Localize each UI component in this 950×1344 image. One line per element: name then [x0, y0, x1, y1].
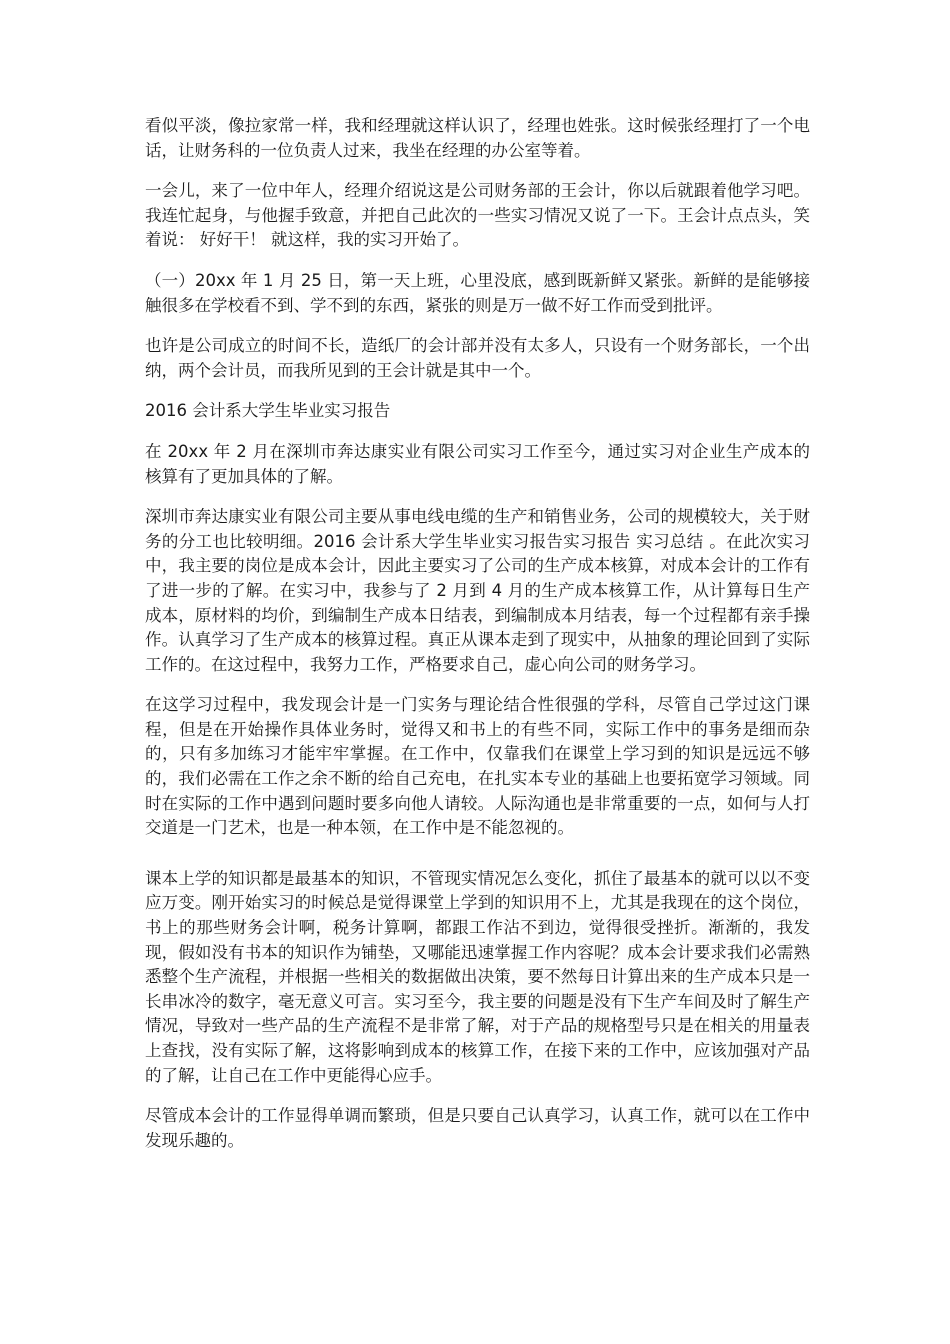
- paragraph-4: 也许是公司成立的时间不长，造纸厂的会计部并没有太多人，只设有一个财务部长，一个出纳，两个会计员，而我所见到的王会计就是其中一个。: [145, 336, 810, 380]
- paragraph-9: 尽管成本会计的工作显得单调而繁琐，但是只要自己认真学习，认真工作，就可以在工作中发现乐趣的。: [145, 1106, 810, 1150]
- paragraph-8: 课本上学的知识都是最基本的知识，不管现实情况怎么变化，抓住了最基本的就可以以不变应万变。刚开始实习的时候总是觉得课堂上学到的知识用不上，尤其是我现在的这个岗位，书上的那些财务会计啊，税务计算啊，都跟工作沾不到边，觉得很受挫折。渐渐的，我发现，假如没有书本的知识作为铺垫，又哪能迅速掌握工作内容呢？成本会计要求我们必需熟悉整个生产流程，并根据一些相关的数据做出决策，要不然每日计算出来的生产成本只是一长串冰冷的数字，毫无意义可言。实习至今，我主要的问题是没有下生产车间及时了解生产情况，导致对一些产品的生产流程不是非常了解，对于产品的规格型号只是在相关的用量表上查找，没有实际了解，这将影响到成本的核算工作，在接下来的工作中，应该加强对产品的了解，让自己在工作中更能得心应手。: [145, 868, 810, 1085]
- paragraph-2: 一会儿，来了一位中年人，经理介绍说这是公司财务部的王会计，你以后就跟着他学习吧。我连忙起身，与他握手致意，并把自己此次的一些实习情况又说了一下。王会计点点头，笑着说： 好好干！ 就这样，我的实习开始了。: [145, 181, 810, 250]
- paragraph-3: （一）20xx 年 1 月 25 日，第一天上班，心里没底，感到既新鲜又紧张。新鲜的是能够接触很多在学校看不到、学不到的东西，紧张的则是万一做不好工作而受到批评。: [145, 270, 810, 315]
- paragraph-7: 在这学习过程中，我发现会计是一门实务与理论结合性很强的学科，尽管自己学过这门课程，但是在开始操作具体业务时，觉得又和书上的有些不同，实际工作中的事务是细而杂的，只有多加练习才能牢牢掌握。在工作中，仅靠我们在课堂上学习到的知识是远远不够的，我们必需在工作之余不断的给自己充电，在扎实本专业的基础上也要拓宽学习领域。同时在实际的工作中遇到问题时要多向他人请较。人际沟通也是非常重要的一点，如何与人打交道是一门艺术，也是一种本领，在工作中是不能忽视的。: [145, 695, 810, 838]
- report-title: 2016 会计系大学生毕业实习报告: [145, 401, 391, 421]
- document-page: [145, 114, 810, 1169]
- paragraph-1: 看似平淡，像拉家常一样，我和经理就这样认识了，经理也姓张。这时候张经理打了一个电话，让财务科的一位负责人过来，我坐在经理的办公室等着。: [145, 116, 810, 160]
- paragraph-6: 深圳市奔达康实业有限公司主要从事电线电缆的生产和销售业务，公司的规模较大，关于财务的分工也比较明细。2016 会计系大学生毕业实习报告实习报告 实习总结 。在此次实习中，我主要的岗位是成本会计，因此主要实习了公司的生产成本核算，对成本会计的工作有了进一步的了解。在实习中，我参与了 2 月到 4 月的生产成本核算工作，从计算每日生产成本，原材料的均价，到编制生产成本日结表，到编制成本月结表，每一个过程都有亲手操作。认真学习了生产成本的核算过程。真正从课本走到了现实中，从抽象的理论回到了实际工作的。在这过程中，我努力工作，严格要求自己，虚心向公司的财务学习。: [145, 507, 810, 674]
- paragraph-5: 在 20xx 年 2 月在深圳市奔达康实业有限公司实习工作至今，通过实习对企业生产成本的核算有了更加具体的了解。: [145, 441, 810, 486]
